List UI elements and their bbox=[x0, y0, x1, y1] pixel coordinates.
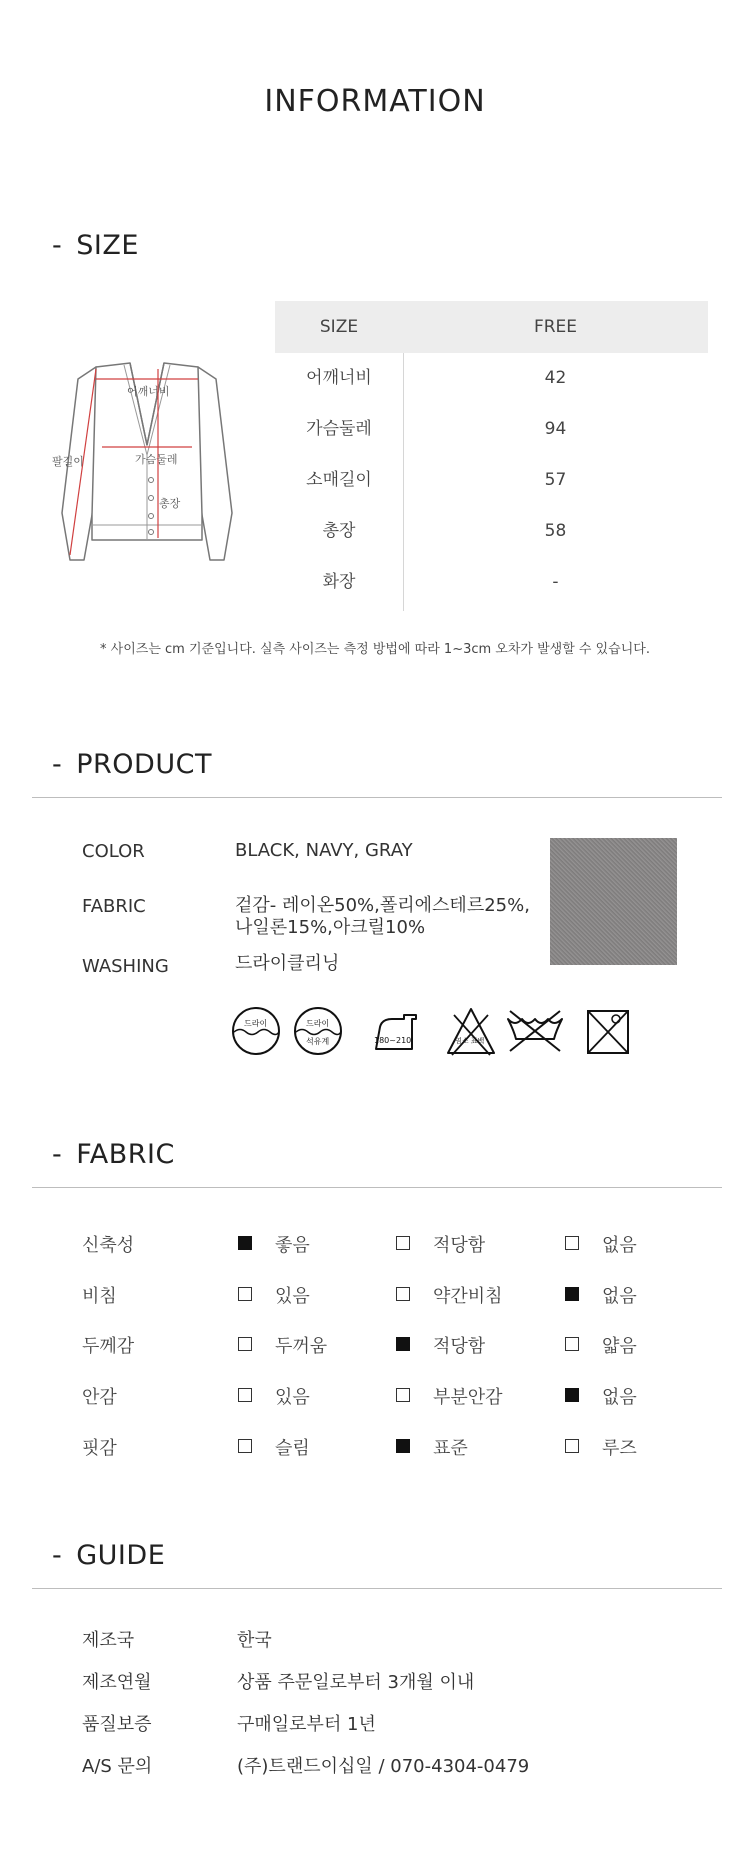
table-row bbox=[275, 506, 708, 557]
fabric-value-line: 겉감- 레이온50%,폴리에스테르25%, bbox=[235, 895, 530, 916]
fabric-option-checkbox bbox=[238, 1287, 252, 1301]
fabric-option-checkbox bbox=[396, 1236, 410, 1250]
fabric-option-checkbox bbox=[396, 1388, 410, 1402]
diagram-label-shoulder: 어깨너비 bbox=[127, 385, 170, 398]
fabric-option-checkbox bbox=[565, 1439, 579, 1453]
size-row-label: 소매길이 bbox=[306, 470, 372, 490]
diagram-label-chest: 가슴둘레 bbox=[135, 453, 178, 466]
size-note: * 사이즈는 cm 기준입니다. 실측 사이즈는 측정 방법에 따라 1~3cm 오차가 발생할 수 있습니다. bbox=[100, 642, 650, 657]
size-row-value: 58 bbox=[544, 521, 567, 541]
size-header-label: SIZE bbox=[319, 317, 359, 337]
fabric-value-line: 나일론15%,아크릴10% bbox=[235, 917, 426, 938]
guide-value-warranty: 구매일로부터 1년 bbox=[237, 1714, 376, 1735]
petroleum-dry-clean-icon bbox=[292, 1005, 346, 1059]
fabric-heading-text: FABRIC bbox=[76, 1139, 175, 1170]
no-bleach-text: 염소 표백 bbox=[455, 1037, 485, 1045]
size-row-label: 가슴둘레 bbox=[306, 419, 372, 439]
diagram-label-sleeve: 팔길이 bbox=[52, 455, 84, 468]
fabric-value bbox=[235, 895, 530, 939]
guide-label-as-contact: A/S 문의 bbox=[82, 1756, 153, 1777]
fabric-section-heading: - FABRIC bbox=[52, 1139, 175, 1170]
fabric-property-label: 안감 bbox=[82, 1387, 117, 1408]
care-icons bbox=[230, 1005, 630, 1067]
color-label: COLOR bbox=[82, 841, 145, 862]
fabric-option-label: 얇음 bbox=[602, 1336, 637, 1357]
fabric-property-label: 신축성 bbox=[82, 1235, 135, 1256]
table-row bbox=[275, 404, 708, 455]
fabric-option-label: 있음 bbox=[275, 1387, 310, 1408]
table-row bbox=[275, 353, 708, 404]
no-bleach-icon bbox=[444, 1005, 498, 1059]
iron-temperature-text: 180~210 bbox=[374, 1036, 412, 1045]
fabric-label: FABRIC bbox=[82, 896, 146, 917]
fabric-option-label: 표준 bbox=[433, 1438, 468, 1459]
fabric-option-label: 있음 bbox=[275, 1286, 310, 1307]
dry-clean-top-text: 드라이 bbox=[306, 1019, 330, 1028]
fabric-option-checkbox bbox=[238, 1439, 252, 1453]
section-divider bbox=[32, 1187, 722, 1188]
fabric-option-label: 루즈 bbox=[602, 1438, 637, 1459]
guide-heading-text: GUIDE bbox=[76, 1540, 166, 1571]
size-table bbox=[275, 301, 708, 608]
fabric-option-label: 적당함 bbox=[433, 1235, 486, 1256]
fabric-option-label: 약간비침 bbox=[433, 1286, 503, 1307]
fabric-swatch bbox=[550, 838, 677, 965]
size-row-value: 42 bbox=[544, 368, 567, 388]
fabric-option-checkbox bbox=[238, 1388, 252, 1402]
product-heading-text: PRODUCT bbox=[76, 749, 212, 780]
fabric-option-checkbox bbox=[565, 1337, 579, 1351]
fabric-option-label: 부분안감 bbox=[433, 1387, 503, 1408]
size-row-value: - bbox=[552, 572, 559, 592]
fabric-property-label: 두께감 bbox=[82, 1336, 135, 1357]
color-value: BLACK, NAVY, GRAY bbox=[235, 840, 413, 861]
fabric-option-label: 슬림 bbox=[275, 1438, 310, 1459]
fabric-option-label: 없음 bbox=[602, 1235, 637, 1256]
product-section-heading: - PRODUCT bbox=[52, 749, 212, 780]
guide-label-warranty: 품질보증 bbox=[82, 1714, 152, 1735]
guide-value-manufacture-date: 상품 주문일로부터 3개월 이내 bbox=[237, 1672, 475, 1693]
dry-clean-icon bbox=[230, 1005, 284, 1059]
fabric-property-label: 핏감 bbox=[82, 1438, 117, 1459]
iron-temperature-icon bbox=[370, 1005, 424, 1059]
size-row-label: 화장 bbox=[322, 572, 356, 592]
guide-label-manufacture-date: 제조연월 bbox=[82, 1672, 152, 1693]
fabric-option-checkbox bbox=[396, 1337, 410, 1351]
table-row bbox=[275, 557, 708, 608]
section-divider bbox=[32, 797, 722, 798]
guide-value-as-contact: (주)트랜드이십일 / 070-4304-0479 bbox=[237, 1756, 530, 1777]
dry-clean-text: 드라이 bbox=[244, 1019, 268, 1028]
size-row-label: 총장 bbox=[322, 521, 356, 541]
fabric-option-label: 적당함 bbox=[433, 1336, 486, 1357]
fabric-option-label: 좋음 bbox=[275, 1235, 310, 1256]
guide-value-origin: 한국 bbox=[237, 1630, 272, 1651]
guide-label-origin: 제조국 bbox=[82, 1630, 135, 1651]
fabric-option-checkbox bbox=[396, 1287, 410, 1301]
washing-value: 드라이클리닝 bbox=[235, 953, 340, 974]
size-row-value: 57 bbox=[544, 470, 567, 490]
fabric-option-checkbox bbox=[396, 1439, 410, 1453]
guide-section-heading: - GUIDE bbox=[52, 1540, 166, 1571]
fabric-option-checkbox bbox=[565, 1287, 579, 1301]
no-hand-wash-icon bbox=[504, 1005, 566, 1059]
fabric-option-checkbox bbox=[238, 1236, 252, 1250]
size-header-value: FREE bbox=[533, 317, 578, 337]
fabric-option-label: 없음 bbox=[602, 1387, 637, 1408]
dry-clean-bottom-text: 석유계 bbox=[306, 1037, 330, 1046]
fabric-option-checkbox bbox=[565, 1388, 579, 1402]
section-divider bbox=[32, 1588, 722, 1589]
fabric-option-checkbox bbox=[238, 1337, 252, 1351]
washing-label: WASHING bbox=[82, 956, 169, 977]
fabric-option-checkbox bbox=[565, 1236, 579, 1250]
fabric-property-label: 비침 bbox=[82, 1286, 117, 1307]
size-table-header bbox=[275, 301, 708, 353]
size-section-heading: - SIZE bbox=[52, 230, 139, 261]
garment-size-diagram bbox=[50, 355, 250, 570]
size-row-label: 어깨너비 bbox=[306, 368, 372, 388]
fabric-option-label: 두꺼움 bbox=[275, 1336, 328, 1357]
size-row-value: 94 bbox=[544, 419, 567, 439]
fabric-option-label: 없음 bbox=[602, 1286, 637, 1307]
page-title: INFORMATION bbox=[264, 84, 486, 119]
size-heading-text: SIZE bbox=[76, 230, 139, 261]
diagram-label-length: 총장 bbox=[159, 497, 181, 510]
no-tumble-dry-icon bbox=[582, 1005, 636, 1059]
table-row bbox=[275, 455, 708, 506]
